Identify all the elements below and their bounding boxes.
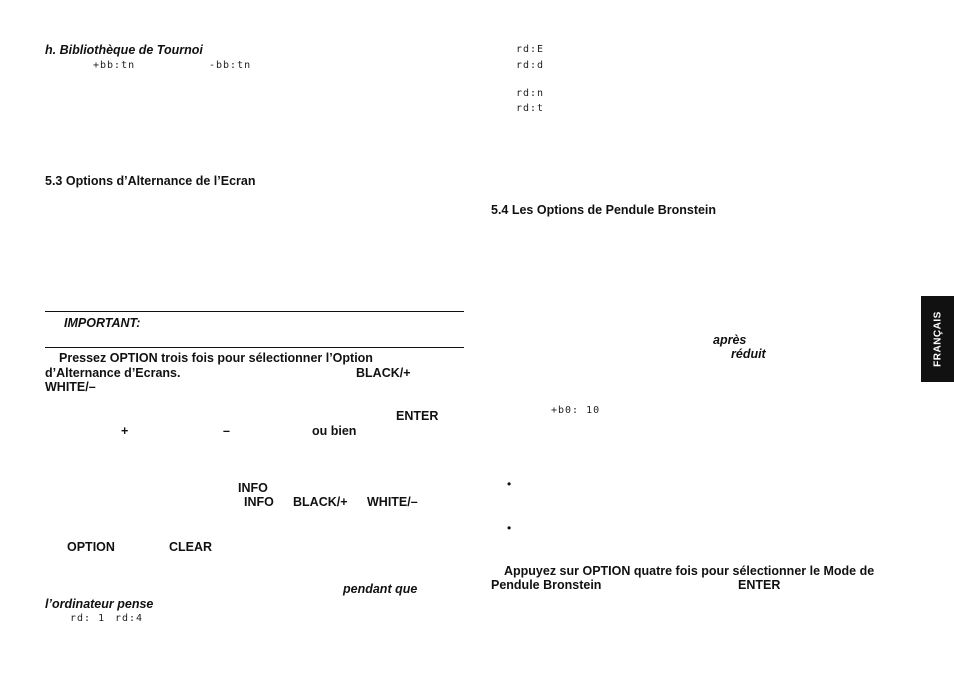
- lcd-code-rd4: rd:4: [115, 613, 144, 624]
- lcd-code-plus-bbtn: +bb:tn: [93, 60, 136, 71]
- paragraph-option-line1: Pressez OPTION trois fois pour sélectionner l’Option: [59, 351, 373, 365]
- white-minus-key: WHITE/–: [45, 380, 96, 394]
- lcd-code-minus-bbtn: -bb:tn: [209, 60, 252, 71]
- enter-key: ENTER: [396, 409, 439, 423]
- bullet-point-1: •: [507, 477, 512, 491]
- language-tab-label: FRANÇAIS: [932, 311, 943, 367]
- paragraph-bronstein-line1: Appuyez sur OPTION quatre fois pour sélectionner le Mode de: [504, 564, 875, 578]
- lcd-code-rde: rd:E: [516, 44, 545, 55]
- info-key-2: INFO: [244, 495, 274, 509]
- lcd-code-rd1: rd: 1: [70, 613, 106, 624]
- paragraph-option-line2: d’Alternance d’Ecrans.: [45, 366, 181, 380]
- ordinateur-pense-text: l’ordinateur pense: [45, 597, 154, 611]
- clear-key: CLEAR: [169, 540, 213, 554]
- important-bottom-rule: [45, 347, 464, 348]
- section-5-3-title: 5.3 Options d’Alternance de l’Ecran: [45, 174, 256, 188]
- minus-key: –: [223, 424, 230, 438]
- enter-key-right: ENTER: [738, 578, 781, 592]
- important-top-rule: [45, 311, 464, 312]
- reduit-text: réduit: [731, 347, 766, 361]
- lcd-code-rdn: rd:n: [516, 88, 545, 99]
- lcd-code-rdd: rd:d: [516, 60, 545, 71]
- ou-bien-text: ou bien: [312, 424, 357, 438]
- option-key: OPTION: [67, 540, 115, 554]
- lcd-code-rdt: rd:t: [516, 103, 545, 114]
- black-plus-key: BLACK/+: [356, 366, 411, 380]
- pendant-que-text: pendant que: [343, 582, 418, 596]
- white-minus-key-2: WHITE/–: [367, 495, 418, 509]
- plus-key: +: [121, 424, 129, 438]
- heading-bibliotheque-tournoi: h. Bibliothèque de Tournoi: [45, 43, 203, 57]
- bullet-point-2: •: [507, 521, 512, 535]
- lcd-code-tb010: +b0: 10: [551, 405, 601, 416]
- important-label: IMPORTANT:: [64, 316, 141, 330]
- language-side-tab: [921, 296, 954, 382]
- apres-text: après: [713, 333, 747, 347]
- info-key-1: INFO: [238, 481, 268, 495]
- black-plus-key-2: BLACK/+: [293, 495, 348, 509]
- section-5-4-title: 5.4 Les Options de Pendule Bronstein: [491, 203, 717, 217]
- paragraph-bronstein-line2: Pendule Bronstein: [491, 578, 602, 592]
